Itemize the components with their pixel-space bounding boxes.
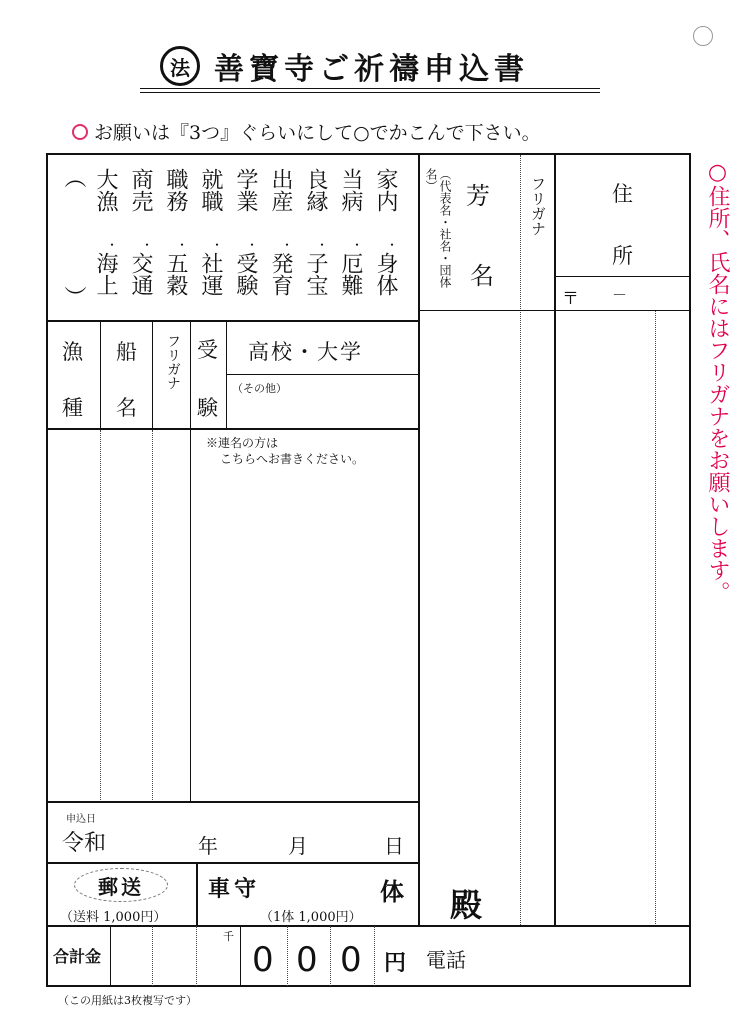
mail-fee: （送料 1,000円） — [60, 910, 167, 925]
phone-field[interactable] — [480, 932, 684, 980]
name-label-bottom: 名 — [470, 262, 494, 290]
punch-hole — [693, 26, 713, 46]
fishing-furigana-label: フリガナ — [165, 334, 181, 390]
categories-bottom — [46, 320, 419, 322]
date-top — [46, 801, 419, 803]
category-gakugyo-juken[interactable]: 学業 ・ 受験 — [233, 168, 259, 296]
title-underline — [140, 88, 600, 89]
instruction — [72, 118, 541, 145]
name-field[interactable] — [422, 312, 518, 872]
senmei-field[interactable] — [103, 432, 150, 798]
exam-label-top: 受 — [197, 338, 218, 362]
name-suffix: 殿 — [450, 886, 483, 924]
postal-code-field[interactable] — [580, 280, 680, 306]
address-line-2 — [420, 310, 690, 311]
phone-label: 電話 — [426, 948, 466, 972]
date-caption: 申込日 — [66, 814, 96, 825]
temple-seal-icon: 法 — [160, 46, 200, 86]
category-shobai-kotsu[interactable]: 商売 ・ 交通 — [128, 168, 154, 296]
date-day-label: 日 — [384, 834, 404, 858]
dotted-fish-1 — [100, 430, 101, 802]
name-furigana-label: フリガナ — [529, 176, 547, 236]
border-right — [689, 153, 691, 987]
exam-other-field[interactable] — [232, 394, 414, 426]
date-year-label: 年 — [198, 834, 218, 858]
form-title: 善寶寺ご祈禱申込書 — [214, 52, 529, 87]
address-label-bottom: 所 — [612, 244, 633, 268]
date-month-label: 月 — [288, 834, 308, 858]
fish-div-2 — [152, 320, 153, 430]
border-bottom — [46, 985, 691, 987]
total-amount-field[interactable] — [114, 930, 238, 982]
car-amulet-label: 車守 — [208, 876, 261, 902]
date-bottom — [46, 862, 419, 864]
total-top — [46, 925, 691, 927]
gyoshu-bottom: 種 — [62, 396, 83, 420]
total-div-thousand — [240, 926, 241, 986]
senmei-top: 船 — [116, 340, 137, 364]
circle-icon — [72, 124, 88, 140]
total-dot-4 — [330, 926, 331, 986]
header-bottom — [46, 428, 419, 430]
name-furigana-field[interactable] — [522, 312, 552, 922]
category-shussan-hatsuiku[interactable]: 出産 ・ 発育 — [268, 168, 294, 296]
fish-div-3 — [190, 320, 191, 430]
category-shushoku-shaun[interactable]: 就職 ・ 社運 — [198, 168, 224, 296]
gyoshu-top: 漁 — [62, 340, 83, 364]
address-field[interactable] — [558, 314, 686, 922]
footer-note: （この用紙は3枚複写です） — [58, 994, 197, 1007]
category-ryoen-kodakara[interactable]: 良縁 ・ 子宝 — [303, 168, 329, 296]
exam-line — [226, 374, 419, 375]
senmei-furigana-field[interactable] — [154, 432, 188, 798]
total-label: 合計金 — [53, 947, 102, 966]
joint-note-1: ※連名の方は — [206, 436, 279, 450]
total-yen: 円 — [384, 950, 407, 976]
total-zero-2: 0 — [296, 940, 318, 980]
dotted-fish-2 — [152, 430, 153, 802]
total-zero-3: 0 — [340, 940, 362, 980]
joint-note-2: こちらへお書きください。 — [220, 452, 365, 466]
divider-main — [418, 153, 420, 926]
form-header — [140, 44, 600, 92]
car-amulet-price: （1体 1,000円） — [260, 910, 362, 925]
car-amulet-unit: 体 — [380, 877, 404, 906]
gyoshu-field[interactable] — [50, 432, 98, 798]
exam-other-label: （その他） — [232, 382, 287, 395]
category-tobyo-yakunan[interactable]: 当病 ・ 厄難 — [338, 168, 364, 296]
senmei-bottom: 名 — [116, 396, 137, 420]
mail-label: 郵送 — [98, 874, 144, 899]
border-top — [46, 153, 691, 155]
exam-label-bottom: 験 — [197, 396, 218, 420]
divider-address — [554, 153, 556, 926]
date-field[interactable] — [120, 808, 410, 858]
car-amulet-quantity-field[interactable] — [290, 868, 376, 902]
dotted-furigana — [520, 155, 521, 925]
exam-school[interactable]: 高校・大学 — [248, 340, 363, 364]
exam-div — [226, 320, 227, 430]
total-dot-5 — [374, 926, 375, 986]
category-tairyo-kaijo[interactable]: 大漁 ・ 海上 — [93, 168, 119, 296]
date-era: 令和 — [62, 831, 107, 856]
category-shokumu-gokoku[interactable]: 職務 ・ 五穀 — [163, 168, 189, 296]
total-dot-3 — [287, 926, 288, 986]
thousand-mark: 千 — [223, 930, 234, 943]
name-sub-label: （代表名・社名・団体名） — [424, 168, 452, 288]
close-bracket: ︶ — [61, 286, 86, 308]
postal-mark-icon: 〒 — [562, 289, 579, 309]
joint-names-field[interactable] — [194, 470, 416, 798]
mail-option[interactable] — [74, 868, 168, 902]
mail-divider — [196, 862, 198, 926]
fish-div-1 — [100, 320, 101, 430]
category-kanai-shintai[interactable]: 家内 ・ 身体 — [373, 168, 399, 296]
instruction-text: お願いは『3つ』ぐらいにして○でかこんで下さい。 — [94, 122, 541, 144]
joint-divider — [190, 430, 191, 802]
side-note: ○住所、氏名にはフリガナをお願いします。 — [705, 160, 730, 603]
name-label-top: 芳 — [466, 182, 490, 210]
address-line-1 — [554, 276, 690, 277]
postal-dash: － — [612, 286, 628, 304]
address-label-top: 住 — [612, 182, 633, 206]
total-div-label — [110, 926, 111, 986]
title-underline-2 — [140, 92, 600, 93]
total-zero-1: 0 — [252, 940, 274, 980]
open-bracket: ︵ — [61, 166, 86, 188]
